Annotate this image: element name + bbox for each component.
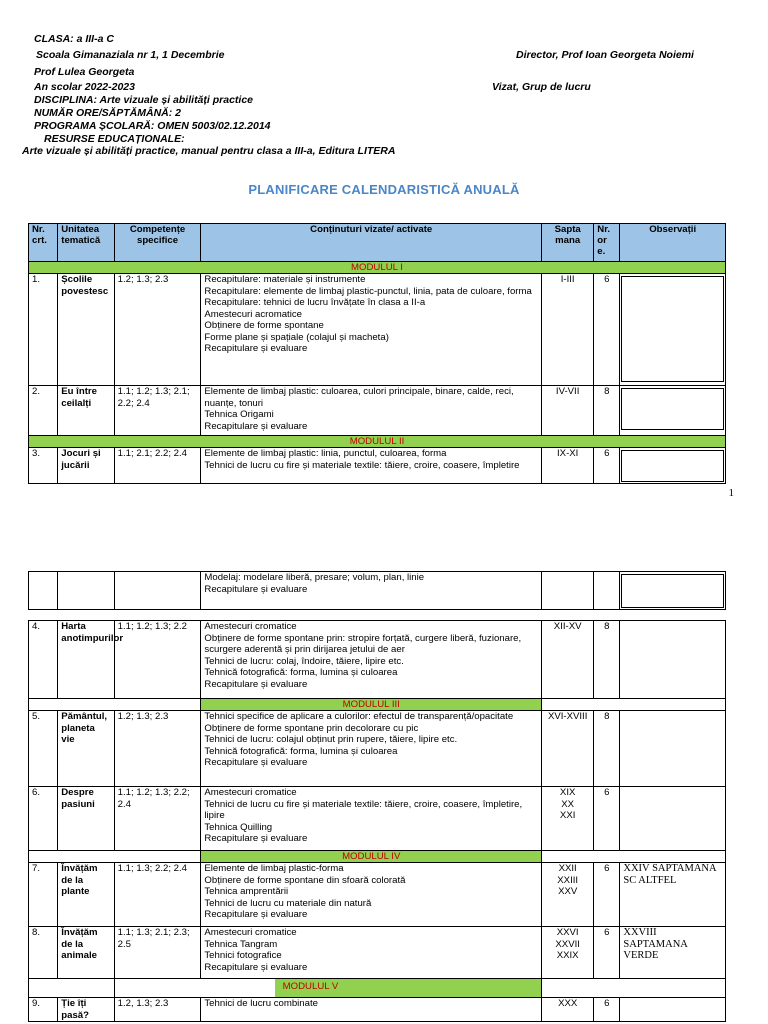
row-competences: 1.1; 2.1; 2.2; 2.4 [114, 448, 201, 484]
row-competences: 1.1; 1.3; 2.2; 2.4 [114, 863, 201, 927]
table-row [29, 621, 726, 699]
table-row [29, 787, 726, 851]
row-unit: Învățăm de la animale [58, 927, 114, 979]
module-label: MODULUL V [282, 981, 339, 992]
row-contents [201, 448, 542, 484]
row-number: 1. [29, 274, 58, 386]
table-row [29, 927, 726, 979]
row-hours: 8 [594, 621, 620, 699]
row-week: XXX [542, 998, 594, 1022]
planning-table-page-1 [28, 223, 726, 484]
row-number: 6. [29, 787, 58, 851]
content-line: Recapitulare și evaluare [204, 343, 308, 354]
table-row [29, 448, 726, 484]
content-line: Tehnica Origami [204, 409, 274, 420]
content-line: Tehnici de lucru: colajul obținut prin rupere, tăiere, lipire etc. [204, 734, 458, 745]
content-line: Obținere de forme spontane prin: stropire forțată, curgere liberă, fuzionare, scurgere aderentă și prin dirijarea jetului de aer [204, 632, 522, 655]
module-label: MODULUL II [29, 436, 726, 448]
row-number: 7. [29, 863, 58, 927]
table-row-continued [29, 572, 726, 610]
school-name: Scoala Gimanaziala nr 1, 1 Decembrie [36, 49, 225, 61]
row-observations [620, 621, 726, 699]
page-title: PLANIFICARE CALENDARISTICĂ ANUALĂ [248, 182, 520, 197]
content-line: Tehnici de lucru combinate [204, 998, 318, 1009]
row-week: XXII XXIII XXV [542, 863, 594, 927]
content-line: Obținere de forme spontane prin decolorare cu pic [204, 722, 419, 734]
content-line: Tehnici de lucru cu materiale din natură [204, 897, 372, 909]
row-hours: 6 [594, 787, 620, 851]
row-contents [201, 386, 542, 436]
row-week: IV-VII [542, 386, 594, 436]
content-line: Tehnici specifice de aplicare a culorilor: efectul de transparență/opacitate [204, 711, 514, 722]
content-line: Recapitulare și evaluare [204, 909, 308, 920]
row-hours: 6 [594, 448, 620, 484]
row-unit: Despre pasiuni [58, 787, 114, 851]
row-competences: 1.1; 1.2; 1.3; 2.2; 2.4 [114, 787, 201, 851]
row-contents [201, 274, 542, 386]
content-line: Recapitulare și evaluare [204, 961, 308, 973]
content-line: Recapitulare: elemente de limbaj plastic-punctul, linia, pata de culoare, forma [204, 285, 532, 297]
row-number: 4. [29, 621, 58, 699]
content-line: Forme plane și spațiale (colajul și macheta) [204, 331, 389, 343]
row-competences: 1.1; 1.3; 2.1; 2.3; 2.5 [114, 927, 201, 979]
row-hours: 6 [594, 863, 620, 927]
row-observations [620, 998, 726, 1022]
row-hours: 8 [594, 711, 620, 787]
row-hours: 6 [594, 998, 620, 1022]
class-label: CLASA: a III-a C [34, 33, 114, 45]
module-row [29, 979, 726, 998]
hours-per-week-label: NUMĂR ORE/SĂPTĂMÂNĂ: 2 [34, 107, 181, 119]
planning-table-page-2 [28, 571, 726, 610]
content-line: Elemente de limbaj plastic: linia, punctul, culoarea, forma [204, 448, 447, 459]
row-hours: 8 [594, 386, 620, 436]
content-line: Obținere de forme spontane [204, 320, 324, 331]
row-number: 8. [29, 927, 58, 979]
content-line: Amestecuri cromatice [204, 621, 297, 632]
table-row [29, 711, 726, 787]
table-row [29, 863, 726, 927]
row-observations [620, 448, 726, 484]
content-line: Amestecuri acromatice [204, 308, 302, 320]
content-line: Tehnici fotografice [204, 950, 282, 961]
row-number: 3. [29, 448, 58, 484]
textbook-label: Arte vizuale și abilități practice, manual pentru clasa a III-a, Editura LITERA [22, 145, 396, 157]
approval-label: Vizat, Grup de lucru [492, 81, 591, 93]
content-line: Amestecuri cromatice [204, 787, 297, 798]
content-line: Modelaj: modelare liberă, presare; volum, plan, linie [204, 572, 425, 583]
module-label: MODULUL IV [201, 851, 542, 863]
content-line: Recapitulare și evaluare [204, 420, 308, 432]
content-line: Recapitulare: materiale și instrumente [204, 274, 366, 285]
content-line: Tehnica Quilling [204, 821, 273, 833]
row-competences: 1.1; 1.2; 1.3; 2.1; 2.2; 2.4 [114, 386, 201, 436]
resources-label: RESURSE EDUCAȚIONALE: [44, 133, 185, 145]
module-row [29, 436, 726, 448]
row-observations [620, 787, 726, 851]
module-label: MODULUL III [201, 699, 542, 711]
row-contents [201, 787, 542, 851]
content-line: Tehnică fotografică: forma, lumina și culoarea [204, 745, 398, 757]
content-line: Tehnici de lucru cu fire și materiale textile: tăiere, croire, coasere, împletire [204, 459, 520, 471]
row-unit: Școlile povestesc [58, 274, 114, 386]
module-row [29, 699, 726, 711]
row-unit: Ție îți pasă? [58, 998, 114, 1022]
table-row [29, 998, 726, 1022]
row-contents [201, 621, 542, 699]
module-row [29, 262, 726, 274]
row-hours: 6 [594, 927, 620, 979]
row-observations [620, 572, 726, 610]
row-unit: Harta anotimpurilor [58, 621, 114, 699]
row-competences: 1.1; 1.2; 1.3; 2.2 [114, 621, 201, 699]
row-number: 2. [29, 386, 58, 436]
row-contents [201, 572, 542, 610]
director-name: Director, Prof Ioan Georgeta Noiemi [516, 49, 694, 61]
school-year: An scolar 2022-2023 [34, 81, 135, 93]
row-competences: 1.2; 1.3; 2.3 [114, 711, 201, 787]
observation-box [621, 574, 724, 608]
col-header-competences: Competențe specifice [114, 224, 201, 262]
row-observations: XXIV SAPTAMANA SC ALTFEL [620, 863, 726, 927]
planning-table-page-2b [28, 620, 726, 1022]
col-header-contents: Conținuturi vizate/ activate [201, 224, 542, 262]
observation-box [621, 388, 724, 430]
row-week: XII-XV [542, 621, 594, 699]
observation-box [621, 450, 724, 482]
content-line: Recapitulare: tehnici de lucru învățate în clasa a II-a [204, 297, 426, 308]
content-line: Recapitulare și evaluare [204, 833, 308, 844]
module-label: MODULUL I [29, 262, 726, 274]
table-row [29, 386, 726, 436]
observation-box [621, 276, 724, 382]
row-week: XXVI XXVII XXIX [542, 927, 594, 979]
col-header-observations: Observații [620, 224, 726, 262]
col-header-week: Sapta mana [542, 224, 594, 262]
col-header-hours: Nr. or e. [594, 224, 620, 262]
row-contents [201, 998, 542, 1022]
row-contents [201, 927, 542, 979]
row-week: I-III [542, 274, 594, 386]
row-unit: Jocuri și jucării [58, 448, 114, 484]
module-row [29, 851, 726, 863]
row-observations [620, 274, 726, 386]
row-contents [201, 863, 542, 927]
row-number: 5. [29, 711, 58, 787]
content-line: Elemente de limbaj plastic-forma [204, 863, 344, 874]
page-2 [0, 555, 768, 1024]
teacher-name: Prof Lulea Georgeta [34, 66, 135, 78]
row-number: 9. [29, 998, 58, 1022]
content-line: Recapitulare și evaluare [204, 678, 308, 690]
col-header-nr: Nr. crt. [29, 224, 58, 262]
content-line: Tehnici de lucru: colaj, îndoire, tăiere, lipire etc. [204, 655, 404, 667]
content-line: Amestecuri cromatice [204, 927, 297, 938]
table-row [29, 274, 726, 386]
row-unit: Pământul, planeta vie [58, 711, 114, 787]
row-observations [620, 711, 726, 787]
content-line: Tehnică fotografică: forma, lumina și culoarea [204, 667, 398, 678]
row-observations [620, 386, 726, 436]
discipline-label: DISCIPLINA: Arte vizuale și abilități practice [34, 94, 254, 106]
page-1 [0, 0, 768, 499]
col-header-unit: Unitatea tematică [58, 224, 114, 262]
content-line: Tehnica amprentării [204, 886, 289, 897]
content-line: Elemente de limbaj plastic: culoarea, culori principale, binare, calde, reci, nuanțe, tonuri [204, 386, 514, 409]
row-contents [201, 711, 542, 787]
table-header-row [29, 224, 726, 262]
row-week: XVI-XVIII [542, 711, 594, 787]
row-hours: 6 [594, 274, 620, 386]
content-line: Tehnici de lucru cu fire și materiale textile: tăiere, croire, coasere, împletire, lipire [204, 798, 523, 821]
content-line: Recapitulare și evaluare [204, 757, 308, 768]
content-line: Tehnica Tangram [204, 938, 278, 950]
row-competences: 1.2; 1.3; 2.3 [114, 274, 201, 386]
content-line: Obținere de forme spontane din sfoară colorată [204, 874, 406, 886]
content-line: Recapitulare și evaluare [204, 583, 308, 595]
page-number: 1 [728, 487, 734, 499]
curriculum-label: PROGRAMA ȘCOLARĂ: OMEN 5003/02.12.2014 [34, 120, 271, 132]
row-week: XIX XX XXI [542, 787, 594, 851]
row-week: IX-XI [542, 448, 594, 484]
row-observations: XXVIII SAPTAMANA VERDE [620, 927, 726, 979]
row-unit: Eu între ceilalți [58, 386, 114, 436]
row-unit: Învățăm de la plante [58, 863, 114, 927]
row-competences: 1.2, 1.3; 2.3 [114, 998, 201, 1022]
